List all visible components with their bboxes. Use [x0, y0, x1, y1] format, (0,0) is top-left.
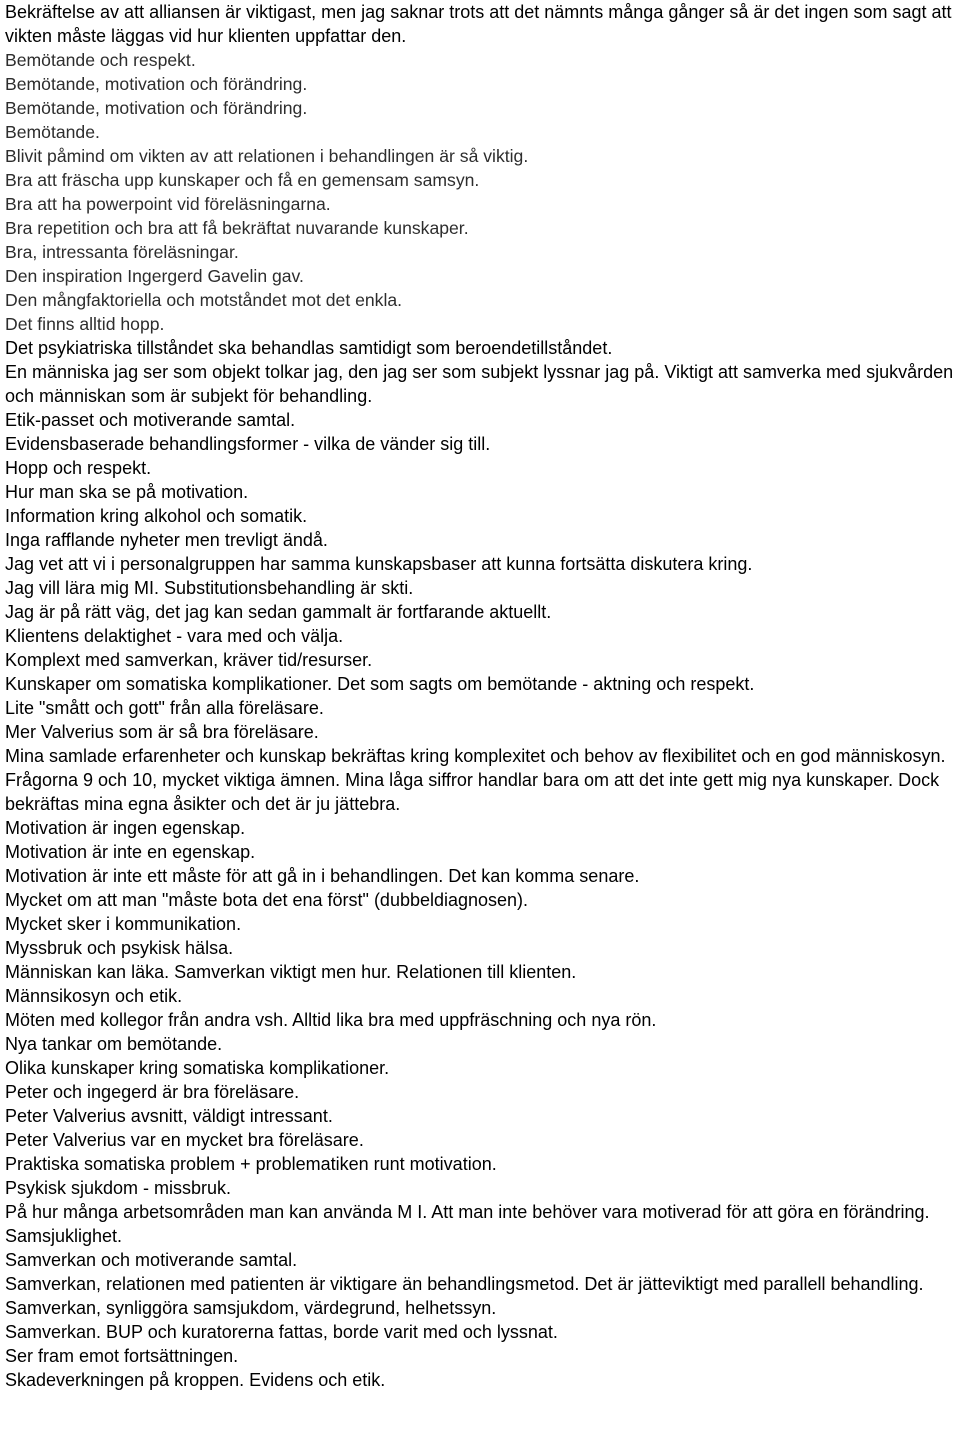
comment-list [5, 0, 956, 1392]
comment-entry: Bra repetition och bra att få bekräftat nuvarande kunskaper. [5, 218, 469, 238]
comment-entry: Psykisk sjukdom - missbruk. [5, 1178, 232, 1198]
comment-entry: Motivation är inte ett måste för att gå in i behandlingen. Det kan komma senare. [5, 866, 640, 886]
comment-entry: Peter Valverius var en mycket bra föreläsare. [5, 1130, 364, 1150]
comment-entry: Människan kan läka. Samverkan viktigt men hur. Relationen till klienten. [5, 962, 577, 982]
comment-entry: Hur man ska se på motivation. [5, 482, 249, 502]
comment-entry: Evidensbaserade behandlingsformer - vilka de vänder sig till. [5, 434, 491, 454]
comment-entry: Bemötande, motivation och förändring. [5, 74, 308, 94]
comment-entry: Information kring alkohol och somatik. [5, 506, 308, 526]
comment-entry: Skadeverkningen på kroppen. Evidens och etik. [5, 1370, 386, 1390]
comment-entry: Samverkan, relationen med patienten är viktigare än behandlingsmetod. Det är jätteviktigt med parallell behandling. [5, 1274, 924, 1294]
comment-entry: En människa jag ser som objekt tolkar jag, den jag ser som subjekt lyssnar jag på. Viktigt att samverka med sjukvården och människan som är subjekt för behandling. [5, 362, 954, 406]
comment-entry: På hur många arbetsområden man kan använda M I. Att man inte behöver vara motiverad för att göra en förändring. [5, 1202, 930, 1222]
comment-entry: Praktiska somatiska problem + problematiken runt motivation. [5, 1154, 497, 1174]
comment-entry: Bra att ha powerpoint vid föreläsningarna. [5, 194, 331, 214]
comment-entry: Mina samlade erfarenheter och kunskap bekräftas kring komplexitet och behov av flexibilitet och en god människosyn. Frågorna 9 och 10, mycket viktiga ämnen. Mina låga siffror handlar bara om att det inte gett mig nya kunskaper. Dock bekräftas mina egna åsikter och det är ju jättebra. [5, 746, 946, 814]
comment-entry: Mer Valverius som är så bra föreläsare. [5, 722, 319, 742]
comment-entry: Myssbruk och psykisk hälsa. [5, 938, 234, 958]
comment-entry: Samverkan, synliggöra samsjukdom, värdegrund, helhetssyn. [5, 1298, 497, 1318]
comment-entry: Motivation är ingen egenskap. [5, 818, 246, 838]
comment-entry: Samverkan. BUP och kuratorerna fattas, borde varit med och lyssnat. [5, 1322, 558, 1342]
comment-entry: Möten med kollegor från andra vsh. Alltid lika bra med uppfräschning och nya rön. [5, 1010, 657, 1030]
comment-entry: Jag vill lära mig MI. Substitutionsbehandling är skti. [5, 578, 414, 598]
comment-entry: Kunskaper om somatiska komplikationer. Det som sagts om bemötande - aktning och respekt. [5, 674, 755, 694]
comment-entry: Männsikosyn och etik. [5, 986, 183, 1006]
comment-entry: Samsjuklighet. [5, 1226, 123, 1246]
comment-entry: Inga rafflande nyheter men trevligt ändå. [5, 530, 328, 550]
comment-entry: Nya tankar om bemötande. [5, 1034, 223, 1054]
comment-entry: Bemötande. [5, 122, 100, 142]
comment-entry: Ser fram emot fortsättningen. [5, 1346, 239, 1366]
comment-entry: Bekräftelse av att alliansen är viktigast, men jag saknar trots att det nämnts många gånger så är det ingen som sagt att vikten måste läggas vid hur klienten uppfattar den. [5, 2, 952, 46]
comment-entry: Mycket om att man "måste bota det ena först" (dubbeldiagnosen). [5, 890, 529, 910]
comment-entry: Klientens delaktighet - vara med och välja. [5, 626, 344, 646]
comment-entry: Etik-passet och motiverande samtal. [5, 410, 296, 430]
comment-entry: Peter Valverius avsnitt, väldigt intressant. [5, 1106, 333, 1126]
comment-entry: Samverkan och motiverande samtal. [5, 1250, 298, 1270]
comment-entry: Mycket sker i kommunikation. [5, 914, 242, 934]
comment-entry: Komplext med samverkan, kräver tid/resurser. [5, 650, 373, 670]
comment-entry: Den mångfaktoriella och motståndet mot det enkla. [5, 290, 403, 310]
comment-entry: Bemötande och respekt. [5, 50, 196, 70]
comment-entry: Det psykiatriska tillståndet ska behandlas samtidigt som beroendetillståndet. [5, 338, 613, 358]
comment-entry: Bemötande, motivation och förändring. [5, 98, 308, 118]
comment-entry: Blivit påmind om vikten av att relationen i behandlingen är så viktig. [5, 146, 529, 166]
comment-entry: Lite "smått och gott" från alla föreläsare. [5, 698, 324, 718]
comment-entry: Jag vet att vi i personalgruppen har samma kunskapsbaser att kunna fortsätta diskutera kring. [5, 554, 753, 574]
comment-entry: Motivation är inte en egenskap. [5, 842, 256, 862]
comment-entry: Jag är på rätt väg, det jag kan sedan gammalt är fortfarande aktuellt. [5, 602, 552, 622]
comment-entry: Det finns alltid hopp. [5, 314, 165, 334]
comment-entry: Hopp och respekt. [5, 458, 152, 478]
comment-entry: Den inspiration Ingergerd Gavelin gav. [5, 266, 304, 286]
comment-entry: Bra att fräscha upp kunskaper och få en gemensam samsyn. [5, 170, 480, 190]
comment-entry: Olika kunskaper kring somatiska komplikationer. [5, 1058, 390, 1078]
comment-entry: Peter och ingegerd är bra föreläsare. [5, 1082, 300, 1102]
comment-entry: Bra, intressanta föreläsningar. [5, 242, 239, 262]
